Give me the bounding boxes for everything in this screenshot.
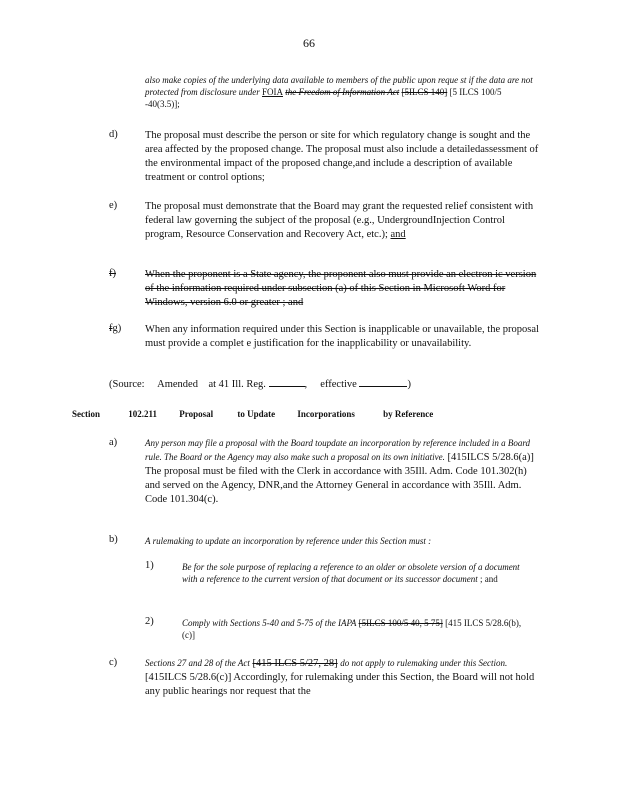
section-c-struck: [415 ILCS 5/27, 28] (252, 658, 338, 669)
section-c-statute-1: Sections 27 and 28 of the Act (145, 658, 250, 668)
item-2-text: Comply with Sections 5-40 and 5-75 of the IAPA (182, 618, 357, 628)
item-1-end: ; and (479, 574, 498, 584)
blank-line (269, 386, 305, 387)
item-2 (182, 617, 522, 641)
section-b-label: b) (109, 534, 118, 545)
section-title-2: to Update (237, 409, 276, 419)
carryover-text: also make copies of the underlying data available to members of the public upon reque st if the data are not protected from disclosure under (145, 75, 533, 97)
section-c-label: c) (109, 657, 118, 668)
section-b-text: A rulemaking to update an incorporation by reference under this Section must : (145, 536, 432, 546)
subsection-g-text: When any information required under this Section is inapplicable or unavailable, the proposal must provide a complet e justification for the inapplicability or unavailability. (145, 324, 539, 349)
subsection-d-text: The proposal must describe the person or site for which regulatory change is sought and the area affected by the proposed change. The proposal must also include a detailedassessment of the environmental impact of the proposed change,and include a description of available treatment or control options; (145, 130, 539, 183)
section-a-text: [415ILCS 5/28.6(a)] The proposal must be filed with the Clerk in accordance with 35Ill. Adm. Code 101.302(h) and served on the Agency, DNR,and the Attorney General in accordance with 35Ill. Adm. Code 101.304(c). (145, 452, 534, 505)
section-c-text: [415ILCS 5/28.6(c)] Accordingly, for rulemaking under this Section, the Board will not hold any public hearings nor request that the (145, 672, 535, 697)
carryover-citation: [5 ILCS 100/5 -40(3.5)]; (145, 87, 502, 109)
section-title-3: Incorporations (297, 409, 355, 419)
blank-line (359, 386, 407, 387)
subsection-e-label: e) (109, 200, 118, 211)
item-1-label: 1) (145, 560, 154, 571)
struck-foia-name: the Freedom of Information Act (285, 87, 400, 97)
subsection-g-label (109, 323, 121, 334)
label-paren: ) (117, 323, 122, 334)
source-reg: at 41 Ill. Reg. (208, 379, 266, 390)
section-c-statute-2: do not apply to rulemaking under this Section. (340, 658, 508, 668)
subsection-f-struck-text: When the proponent is a State agency, the proponent also must provide an electron ic version of the information required under subsection (a) of this Section in Microsoft Word for Windows, version 6.0 or greater ; and (145, 269, 537, 308)
source-close: ) (407, 379, 411, 390)
item-2-citation: [415 ILCS 5/28.6(b), (c)] (182, 618, 522, 640)
source-open: (Source: (109, 379, 145, 390)
struck-citation: [5ILCS 140] (401, 87, 448, 97)
section-heading (72, 409, 492, 419)
page-number: 66 (303, 36, 315, 50)
old-label-f: f (109, 323, 113, 334)
subsection-f-label-struck: f) (109, 268, 116, 279)
item-1 (182, 561, 522, 585)
section-number: 102.211 (128, 409, 158, 419)
section-a-label: a) (109, 437, 118, 448)
item-1-text: Be for the sole purpose of replacing a reference to an older or obsolete version of a document with a reference to the current version of that document or its successor document (182, 562, 520, 584)
foia-inserted: FOIA (261, 87, 283, 97)
subsection-e (145, 200, 540, 242)
carryover-paragraph (145, 74, 535, 110)
section-word: Section (72, 409, 100, 419)
new-label-g: g (112, 323, 118, 334)
item-2-label: 2) (145, 616, 154, 627)
source-comma: , (304, 379, 308, 390)
section-c (145, 657, 540, 699)
source-effective: effective (320, 379, 357, 390)
section-title-1: Proposal (179, 409, 214, 419)
section-title-4: by Reference (383, 409, 434, 419)
section-a-statute: Any person may file a proposal with the Board toupdate an incorporation by reference included in a Board rule. The Board or the Agency may also make such a proposal on its own initiative. (145, 438, 531, 462)
source-note (109, 378, 529, 392)
item-2-struck: [5ILCS 100/5 40, 5 75] (358, 618, 443, 628)
subsection-e-text: The proposal must demonstrate that the Board may grant the requested relief consistent with federal law governing the subject of the proposal (e.g., UndergroundInjection Control program, Resource Conservation and Recovery Act, etc.); (145, 201, 534, 240)
source-amended: Amended (157, 379, 198, 390)
section-a (145, 437, 540, 507)
inserted-and: and (390, 229, 406, 240)
subsection-d-label: d) (109, 129, 118, 140)
